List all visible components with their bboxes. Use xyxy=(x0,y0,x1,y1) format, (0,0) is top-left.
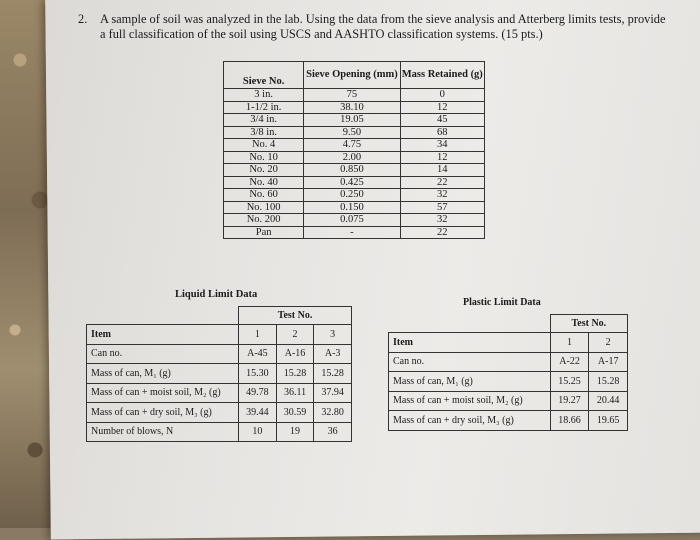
sieve-row xyxy=(224,164,485,177)
liquid-limit-table xyxy=(86,306,352,442)
ll-value-cell: A-45 xyxy=(239,344,277,364)
sieve-opening-cell: 75 xyxy=(304,89,400,102)
ll-value-cell: A-16 xyxy=(276,344,314,364)
sieve-no-cell: 3/8 in. xyxy=(224,126,304,139)
ll-row xyxy=(87,364,352,384)
pl-value-cell: 15.28 xyxy=(589,372,628,392)
sieve-analysis-table xyxy=(223,61,485,239)
sieve-no-cell: No. 100 xyxy=(224,201,304,214)
sieve-header-row xyxy=(224,62,485,89)
ll-value-cell: 39.44 xyxy=(239,403,277,423)
sieve-no-cell: No. 4 xyxy=(224,139,304,152)
sieve-row xyxy=(224,126,485,139)
pl-value-cell: 15.25 xyxy=(550,372,589,392)
mass-retained-cell: 57 xyxy=(400,201,484,214)
liquid-limit-caption: Liquid Limit Data xyxy=(175,289,258,300)
sieve-opening-header: Sieve Opening (mm) xyxy=(304,62,400,89)
ll-test-number: 2 xyxy=(276,325,314,345)
sieve-table-body xyxy=(224,89,485,239)
sieve-opening-cell: 2.00 xyxy=(304,151,400,164)
sieve-no-cell: No. 10 xyxy=(224,151,304,164)
ll-value-cell: 15.28 xyxy=(276,364,314,384)
mass-retained-cell: 34 xyxy=(400,139,484,152)
mass-retained-cell: 14 xyxy=(400,164,484,177)
ll-value-cell: 10 xyxy=(239,422,277,442)
pl-header-row-2 xyxy=(389,333,628,353)
question-text: A sample of soil was analyzed in the lab. Using the data from the sieve analysis and Atterberg limits tests, provide a full classification of the soil using USCS and AASHTO classification systems. (15 pts.) xyxy=(100,12,666,41)
sieve-opening-cell: 9.50 xyxy=(304,126,400,139)
pl-value-cell: 18.66 xyxy=(550,411,589,431)
ll-row xyxy=(87,344,352,364)
ll-row xyxy=(87,422,352,442)
pl-item-header: Item xyxy=(389,333,551,353)
mass-retained-cell: 68 xyxy=(400,126,484,139)
ll-item-label: Number of blows, N xyxy=(87,422,239,442)
ll-item-label: Mass of can + dry soil, M₃ (g) xyxy=(87,403,239,423)
sieve-opening-cell: 0.150 xyxy=(304,201,400,214)
pl-row xyxy=(389,372,628,392)
plastic-limit-table xyxy=(388,314,628,431)
mass-retained-cell: 12 xyxy=(400,101,484,114)
ll-value-cell: 15.28 xyxy=(314,364,352,384)
sieve-row xyxy=(224,151,485,164)
ll-item-label: Mass of can + moist soil, M₂ (g) xyxy=(87,383,239,403)
pl-test-number: 2 xyxy=(589,333,628,353)
ll-item-header: Item xyxy=(87,325,239,345)
ll-value-cell: 36 xyxy=(314,422,352,442)
plastic-limit-caption: Plastic Limit Data xyxy=(463,297,541,308)
ll-header-row-1 xyxy=(87,307,352,325)
mass-retained-cell: 12 xyxy=(400,151,484,164)
sieve-opening-cell: 0.075 xyxy=(304,214,400,227)
ll-value-cell: 15.30 xyxy=(239,364,277,384)
ll-header-row-2 xyxy=(87,325,352,345)
ll-item-label: Mass of can, M₁ (g) xyxy=(87,364,239,384)
sieve-row xyxy=(224,139,485,152)
ll-row xyxy=(87,383,352,403)
pl-item-label: Can no. xyxy=(389,352,551,372)
ll-value-cell: 49.78 xyxy=(239,383,277,403)
sieve-row xyxy=(224,226,485,239)
ll-row xyxy=(87,403,352,423)
pl-test-no-header: Test No. xyxy=(550,315,627,333)
pl-test-number: 1 xyxy=(550,333,589,353)
pl-row xyxy=(389,391,628,411)
ll-test-number: 3 xyxy=(314,325,352,345)
ll-value-cell: 37.94 xyxy=(314,383,352,403)
sieve-row xyxy=(224,176,485,189)
pl-item-label: Mass of can + moist soil, M₂ (g) xyxy=(389,391,551,411)
ll-test-number: 1 xyxy=(239,325,277,345)
sieve-no-cell: No. 200 xyxy=(224,214,304,227)
sieve-no-cell: 3 in. xyxy=(224,89,304,102)
pl-row xyxy=(389,411,628,431)
sieve-no-cell: No. 40 xyxy=(224,176,304,189)
ll-value-cell: 19 xyxy=(276,422,314,442)
pl-value-cell: 19.65 xyxy=(589,411,628,431)
pl-header-row-1 xyxy=(389,315,628,333)
mass-retained-cell: 22 xyxy=(400,176,484,189)
pl-value-cell: A-17 xyxy=(589,352,628,372)
sieve-opening-cell: 19.05 xyxy=(304,114,400,127)
question-number: 2. xyxy=(78,12,88,26)
sieve-opening-cell: - xyxy=(304,226,400,239)
mass-retained-cell: 22 xyxy=(400,226,484,239)
ll-value-cell: 32.80 xyxy=(314,403,352,423)
sieve-row xyxy=(224,214,485,227)
ll-value-cell: 36.11 xyxy=(276,383,314,403)
sieve-row xyxy=(224,114,485,127)
sieve-row xyxy=(224,101,485,114)
pl-value-cell: A-22 xyxy=(550,352,589,372)
sieve-opening-cell: 38.10 xyxy=(304,101,400,114)
ll-item-label: Can no. xyxy=(87,344,239,364)
ll-value-cell: 30.59 xyxy=(276,403,314,423)
mass-retained-cell: 45 xyxy=(400,114,484,127)
ll-value-cell: A-3 xyxy=(314,344,352,364)
sieve-row xyxy=(224,201,485,214)
sieve-opening-cell: 0.425 xyxy=(304,176,400,189)
sieve-row xyxy=(224,89,485,102)
pl-value-cell: 19.27 xyxy=(550,391,589,411)
pl-value-cell: 20.44 xyxy=(589,391,628,411)
ll-test-no-header: Test No. xyxy=(239,307,352,325)
sieve-row xyxy=(224,189,485,202)
sieve-no-cell: No. 20 xyxy=(224,164,304,177)
ll-table-body xyxy=(87,344,352,442)
sieve-opening-cell: 0.250 xyxy=(304,189,400,202)
mass-retained-header: Mass Retained (g) xyxy=(400,62,484,89)
mass-retained-cell: 0 xyxy=(400,89,484,102)
sieve-no-cell: Pan xyxy=(224,226,304,239)
sieve-no-cell: 1-1/2 in. xyxy=(224,101,304,114)
sieve-no-cell: No. 60 xyxy=(224,189,304,202)
pl-item-label: Mass of can + dry soil, M₃ (g) xyxy=(389,411,551,431)
pl-table-body xyxy=(389,352,628,430)
sieve-no-header: Sieve No. xyxy=(224,62,304,89)
sieve-opening-cell: 4.75 xyxy=(304,139,400,152)
mass-retained-cell: 32 xyxy=(400,189,484,202)
pl-item-label: Mass of can, M₁ (g) xyxy=(389,372,551,392)
pl-row xyxy=(389,352,628,372)
sieve-opening-cell: 0.850 xyxy=(304,164,400,177)
question-block xyxy=(78,12,668,42)
sieve-no-cell: 3/4 in. xyxy=(224,114,304,127)
mass-retained-cell: 32 xyxy=(400,214,484,227)
